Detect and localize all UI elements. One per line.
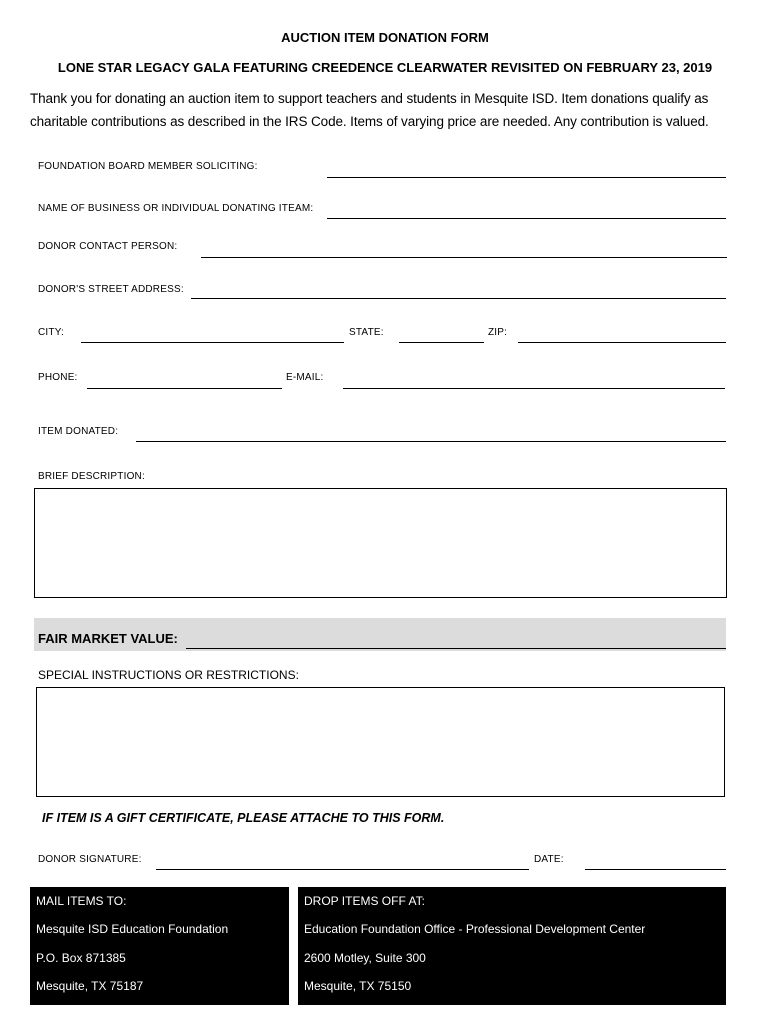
mail-items-box — [30, 887, 289, 1005]
intro-line-2: charitable contributions as described in the IRS Code. Items of varying price are needed. Any contribution is valued. — [30, 114, 709, 129]
street-address-field[interactable] — [191, 298, 726, 299]
contact-person-field[interactable] — [201, 257, 727, 258]
state-label: STATE: — [349, 327, 384, 338]
business-name-field[interactable] — [327, 218, 726, 219]
board-member-label: FOUNDATION BOARD MEMBER SOLICITING: — [38, 161, 258, 172]
item-donated-label: ITEM DONATED: — [38, 426, 119, 437]
street-address-label: DONOR'S STREET ADDRESS: — [38, 284, 184, 295]
brief-description-label: BRIEF DESCRIPTION: — [38, 471, 145, 482]
fair-market-value-field[interactable] — [186, 648, 726, 649]
phone-label: PHONE: — [38, 372, 78, 383]
zip-field[interactable] — [518, 342, 726, 343]
fair-market-value-label: FAIR MARKET VALUE: — [38, 631, 178, 646]
phone-field[interactable] — [87, 388, 282, 389]
email-label: E-MAIL: — [286, 372, 324, 383]
special-instructions-label: SPECIAL INSTRUCTIONS OR RESTRICTIONS: — [38, 668, 299, 682]
gift-certificate-note: IF ITEM IS A GIFT CERTIFICATE, PLEASE ATTACHE TO THIS FORM. — [42, 811, 445, 825]
intro-line-1: Thank you for donating an auction item to support teachers and students in Mesquite ISD. Item donations qualify as — [30, 91, 709, 106]
intro-text — [30, 87, 745, 133]
state-field[interactable] — [399, 342, 484, 343]
email-field[interactable] — [343, 388, 725, 389]
drop-line-3: Mesquite, TX 75150 — [304, 979, 412, 993]
city-field[interactable] — [81, 342, 344, 343]
date-label: DATE: — [534, 854, 564, 865]
date-field[interactable] — [585, 869, 726, 870]
mail-line-1: Mesquite ISD Education Foundation — [36, 922, 229, 936]
drop-items-box — [298, 887, 726, 1005]
mail-line-2: P.O. Box 871385 — [36, 951, 126, 965]
donor-signature-field[interactable] — [156, 869, 529, 870]
zip-label: ZIP: — [488, 327, 508, 338]
event-title: LONE STAR LEGACY GALA FEATURING CREEDENCE CLEARWATER REVISITED ON FEBRUARY 23, 2019 — [57, 60, 713, 75]
mail-heading: MAIL ITEMS TO: — [36, 894, 127, 908]
board-member-field[interactable] — [327, 177, 726, 178]
brief-description-box[interactable] — [34, 488, 727, 598]
business-name-label: NAME OF BUSINESS OR INDIVIDUAL DONATING ITEAM: — [38, 203, 314, 214]
drop-line-1: Education Foundation Office - Professional Development Center — [304, 922, 646, 936]
special-instructions-box[interactable] — [36, 687, 725, 797]
form-title: AUCTION ITEM DONATION FORM — [281, 30, 489, 45]
drop-line-2: 2600 Motley, Suite 300 — [304, 951, 426, 965]
contact-person-label: DONOR CONTACT PERSON: — [38, 241, 178, 252]
mail-line-3: Mesquite, TX 75187 — [36, 979, 144, 993]
donor-signature-label: DONOR SIGNATURE: — [38, 854, 142, 865]
item-donated-field[interactable] — [136, 441, 726, 442]
city-label: CITY: — [38, 327, 65, 338]
drop-heading: DROP ITEMS OFF AT: — [304, 894, 425, 908]
